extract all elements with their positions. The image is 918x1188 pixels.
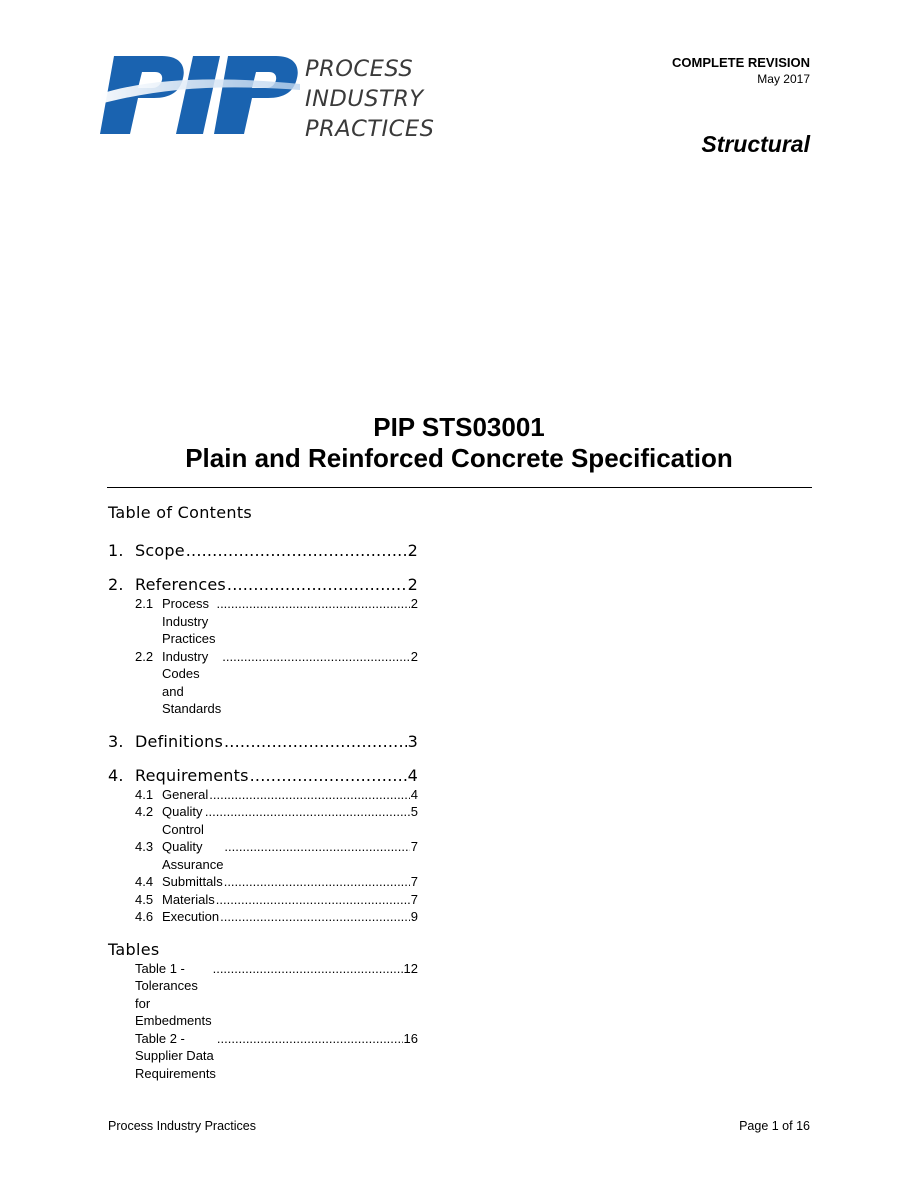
- toc-leader: [220, 908, 410, 926]
- toc-subsection[interactable]: [135, 891, 418, 909]
- toc-subsection-number: 2.2: [135, 648, 154, 664]
- toc-heading: Table of Contents: [108, 503, 253, 522]
- toc-leader: [213, 960, 403, 978]
- tables-heading: Tables: [108, 939, 160, 959]
- toc-leader: [217, 1030, 403, 1048]
- toc-group: [108, 575, 438, 718]
- toc-section[interactable]: [108, 766, 418, 786]
- toc-subsection[interactable]: [135, 838, 418, 873]
- toc-group: [108, 766, 438, 926]
- toc-subsection-number: 4.1: [135, 786, 154, 802]
- category-label: Structural: [701, 131, 810, 157]
- toc-group: [108, 541, 438, 561]
- toc-subsection-title: Quality Control: [162, 804, 204, 837]
- toc-table-title: Table 1 - Tolerances for Embedments: [135, 960, 212, 1028]
- toc-table-entry[interactable]: [135, 960, 418, 1030]
- toc-subsection-title: Industry Codes and Standards: [162, 648, 222, 716]
- toc-page-number: 4: [410, 786, 418, 802]
- toc-section-number: 1.: [108, 541, 124, 560]
- toc-leader: [224, 732, 407, 752]
- logo-line: INDUSTRY: [305, 86, 424, 112]
- toc-page-number: 4: [407, 765, 418, 785]
- toc-page-number: 7: [410, 874, 418, 889]
- pip-logo-mark: [100, 54, 300, 140]
- toc-page-number: 2: [407, 575, 418, 594]
- toc-subsection-number: 2.1: [135, 596, 154, 611]
- logo-wordmark: [305, 54, 434, 144]
- toc-page-number: 7: [410, 839, 418, 854]
- toc-subsection-title: Materials: [162, 891, 215, 907]
- toc-leader: [224, 838, 409, 856]
- toc-section[interactable]: [108, 541, 418, 561]
- toc-page-number: 16: [403, 1030, 418, 1046]
- toc-subsection-title: Process Industry Practices: [162, 596, 216, 646]
- toc-subsection-number: 4.2: [135, 804, 154, 819]
- toc-section-number: 2.: [108, 575, 124, 594]
- toc-leader: [250, 766, 407, 786]
- toc-page-number: 9: [410, 909, 418, 924]
- toc-page-number: 2: [410, 648, 418, 664]
- toc-subsection[interactable]: [135, 786, 418, 804]
- toc-subsection[interactable]: [135, 908, 418, 926]
- toc-subsection[interactable]: [135, 648, 418, 718]
- toc-page-number: 2: [410, 596, 418, 611]
- toc-page-number: 12: [403, 960, 418, 976]
- toc-subsection-number: 4.3: [135, 839, 154, 854]
- toc-subsection-number: 4.4: [135, 874, 154, 889]
- toc-subsection-title: Execution: [162, 909, 220, 924]
- revision-label: COMPLETE REVISION: [672, 55, 810, 70]
- toc-leader: [227, 575, 407, 595]
- pip-logo: [100, 54, 460, 140]
- logo-line: PROCESS: [305, 56, 414, 82]
- document-id: PIP STS03001: [373, 412, 545, 442]
- footer-page-number: Page 1 of 16: [739, 1119, 810, 1133]
- toc-subsection[interactable]: [135, 595, 418, 648]
- toc-subsection-title: Submittals: [162, 874, 223, 889]
- toc-section-title: Scope: [135, 541, 185, 560]
- toc-section[interactable]: [108, 732, 418, 752]
- toc-page-number: 3: [407, 731, 418, 751]
- toc-page-number: 7: [410, 891, 418, 907]
- toc-section-title: Requirements: [135, 765, 249, 785]
- toc-leader: [186, 541, 407, 561]
- toc-subsection-number: 4.6: [135, 909, 154, 924]
- toc-subsection-number: 4.5: [135, 891, 154, 907]
- toc-section-title: References: [135, 575, 226, 594]
- toc-table-entry[interactable]: [135, 1030, 418, 1083]
- title-divider: [107, 487, 812, 488]
- toc-section[interactable]: [108, 575, 418, 595]
- logo-line: PRACTICES: [305, 116, 435, 142]
- toc-group: [108, 732, 438, 752]
- toc-subsection-title: General: [162, 786, 209, 802]
- toc-leader: [216, 891, 410, 909]
- toc-leader: [224, 873, 410, 891]
- toc-subsection[interactable]: [135, 803, 418, 838]
- toc-page-number: 5: [410, 804, 418, 819]
- toc-section-title: Definitions: [135, 731, 224, 751]
- toc-table-title: Table 2 - Supplier Data Requirements: [135, 1030, 216, 1081]
- toc-section-number: 3.: [108, 731, 124, 751]
- toc-leader: [216, 595, 409, 613]
- toc-leader: [209, 786, 410, 804]
- table-of-contents: [108, 503, 438, 1082]
- revision-date: May 2017: [757, 72, 810, 86]
- document-title: Plain and Reinforced Concrete Specification: [185, 443, 733, 473]
- footer-publisher: Process Industry Practices: [108, 1119, 256, 1133]
- toc-leader: [222, 648, 410, 666]
- toc-leader: [205, 803, 410, 821]
- toc-subsection-title: Quality Assurance: [162, 839, 224, 872]
- toc-section-number: 4.: [108, 765, 124, 785]
- toc-page-number: 2: [407, 541, 418, 560]
- toc-subsection[interactable]: [135, 873, 418, 891]
